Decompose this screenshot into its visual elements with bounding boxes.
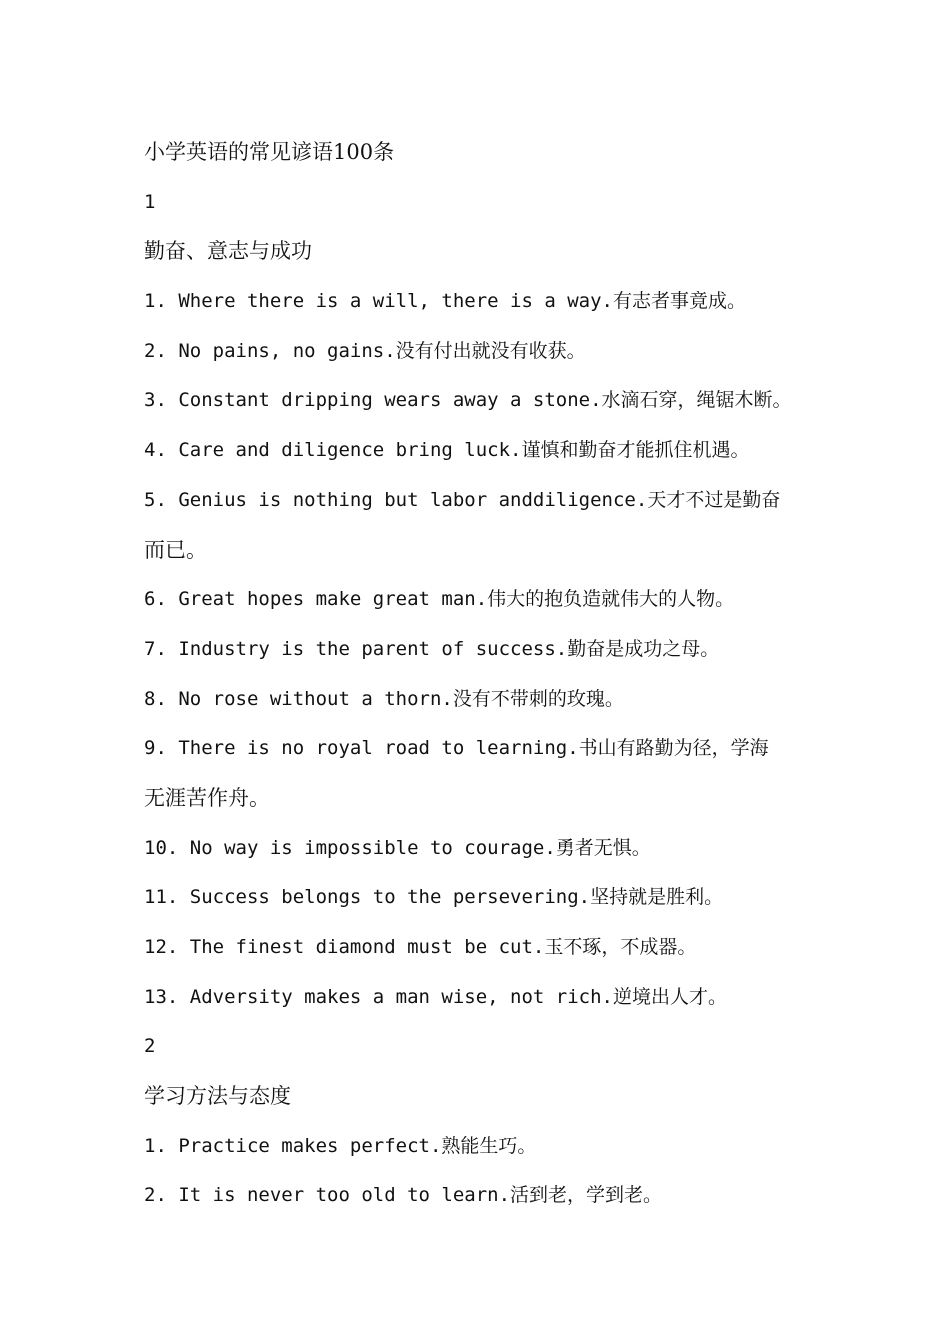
proverb-line: 1. Practice makes perfect.熟能生巧。: [144, 1134, 537, 1157]
proverb-line-continuation: 而已。: [144, 537, 207, 562]
proverb-line: 2. It is never too old to learn.活到老，学到老。: [144, 1184, 663, 1207]
proverb-line: 5. Genius is nothing but labor anddiligence.天才不过是勤奋: [144, 488, 781, 511]
proverb-line: 2. No pains, no gains.没有付出就没有收获。: [144, 339, 586, 362]
document-title: 小学英语的常见谚语100条: [144, 140, 395, 164]
proverb-line: 1. Where there is a will, there is a way.有志者事竟成。: [144, 290, 746, 313]
document-page: [144, 128, 824, 1221]
proverb-line: 12. The finest diamond must be cut.玉不琢，不成器。: [144, 936, 697, 958]
section-heading: 勤奋、意志与成功: [144, 239, 312, 264]
proverb-line: 8. No rose without a thorn.没有不带刺的玫瑰。: [144, 687, 624, 710]
proverb-line: 3. Constant dripping wears away a stone.水滴石穿，绳锯木断。: [144, 389, 792, 412]
section-number: 2: [144, 1035, 156, 1058]
proverb-line: 6. Great hopes make great man.伟大的抱负造就伟大的人物。: [144, 588, 735, 611]
proverb-line: 4. Care and diligence bring luck.谨慎和勤奋才能抓住机遇。: [144, 439, 750, 462]
section-heading: 学习方法与态度: [144, 1084, 291, 1109]
proverb-line: 9. There is no royal road to learning.书山有路勤为径，学海: [144, 737, 769, 760]
proverb-line: 7. Industry is the parent of success.勤奋是成功之母。: [144, 637, 720, 660]
proverb-line-continuation: 无涯苦作舟。: [144, 785, 270, 810]
proverb-line: 11. Success belongs to the persevering.坚持就是胜利。: [144, 886, 724, 909]
proverb-line: 13. Adversity makes a man wise, not rich.逆境出人才。: [144, 985, 727, 1008]
section-number: 1: [144, 190, 156, 213]
proverb-line: 10. No way is impossible to courage.勇者无惧。: [144, 836, 651, 859]
